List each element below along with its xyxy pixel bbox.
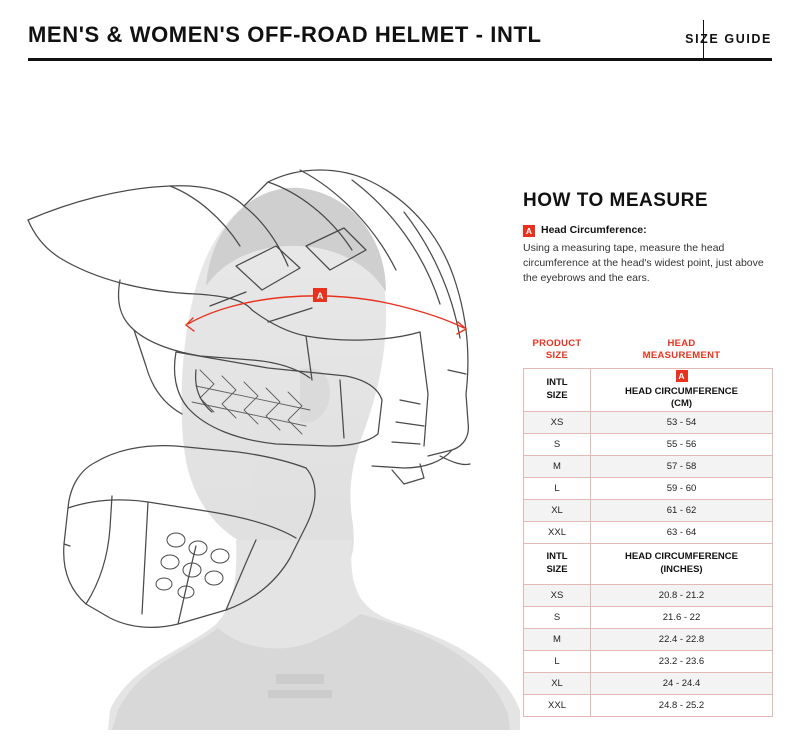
row-value: 61 - 62 xyxy=(591,500,773,522)
intl-size-line1-cm: INTL xyxy=(546,377,568,389)
row-size: L xyxy=(524,478,591,500)
row-size: XS xyxy=(524,585,591,607)
row-value: 20.8 - 21.2 xyxy=(591,585,773,607)
head-circumference-cm-header xyxy=(591,368,773,411)
helmet-illustration xyxy=(0,70,520,730)
intl-size-label-inches xyxy=(524,544,591,585)
row-size: XXL xyxy=(524,695,591,717)
table-top-header-row xyxy=(524,336,773,368)
intl-size-line2-inches: SIZE xyxy=(546,564,568,576)
table-row xyxy=(524,695,773,717)
intl-size-label-cm xyxy=(524,368,591,411)
how-to-measure-section xyxy=(523,190,773,287)
header-product-size-line1: PRODUCT xyxy=(532,338,582,349)
row-value: 21.6 - 22 xyxy=(591,607,773,629)
row-value: 53 - 54 xyxy=(591,412,773,434)
row-size: S xyxy=(524,434,591,456)
table-subheader-cm xyxy=(524,368,773,411)
head-circumference-cm-line1: HEAD CIRCUMFERENCE xyxy=(625,385,738,397)
page-title: MEN'S & WOMEN'S OFF-ROAD HELMET - INTL xyxy=(28,22,542,47)
table-row xyxy=(524,500,773,522)
intl-size-line1-inches: INTL xyxy=(546,551,568,563)
row-size: L xyxy=(524,651,591,673)
table-row xyxy=(524,585,773,607)
how-to-measure-label: Head Circumference: xyxy=(541,224,647,236)
table-row xyxy=(524,522,773,544)
row-value: 55 - 56 xyxy=(591,434,773,456)
header-product-size-line2: SIZE xyxy=(545,349,569,361)
header-product-size xyxy=(524,336,591,368)
table-row xyxy=(524,456,773,478)
row-size: XL xyxy=(524,673,591,695)
table-row xyxy=(524,478,773,500)
header-subtitle: SIZE GUIDE xyxy=(685,32,772,46)
intl-size-line2-cm: SIZE xyxy=(546,389,568,401)
size-table-wrapper xyxy=(523,336,773,717)
header-head-measurement xyxy=(591,336,773,368)
how-to-measure-heading: HOW TO MEASURE xyxy=(523,190,709,211)
row-value: 22.4 - 22.8 xyxy=(591,629,773,651)
table-row xyxy=(524,434,773,456)
head-circumference-cm-line2: (CM) xyxy=(670,398,693,410)
page-header xyxy=(0,0,800,62)
row-value: 24 - 24.4 xyxy=(591,673,773,695)
header-head-measurement-line2: MEASUREMENT xyxy=(642,349,721,361)
table-row xyxy=(524,673,773,695)
row-size: M xyxy=(524,456,591,478)
row-value: 23.2 - 23.6 xyxy=(591,651,773,673)
table-row xyxy=(524,629,773,651)
table-row xyxy=(524,607,773,629)
measurement-badge-a xyxy=(313,288,327,302)
table-row xyxy=(524,651,773,673)
how-to-measure-row xyxy=(523,224,773,237)
how-to-measure-text: Using a measuring tape, measure the head circumference at the head's widest point, just above the eyebrows and the ears. xyxy=(523,242,764,285)
row-value: 63 - 64 xyxy=(591,522,773,544)
head-circumference-inches-header xyxy=(591,544,773,585)
header-rule xyxy=(28,58,772,61)
table-row xyxy=(524,412,773,434)
row-size: XS xyxy=(524,412,591,434)
header-head-measurement-line1: HEAD xyxy=(667,338,696,349)
row-size: XXL xyxy=(524,522,591,544)
column-badge-a-icon: A xyxy=(676,370,688,382)
row-value: 57 - 58 xyxy=(591,456,773,478)
head-silhouette xyxy=(108,188,520,730)
svg-text:A: A xyxy=(316,291,324,302)
measurement-badge-icon: A xyxy=(523,225,535,237)
row-value: 59 - 60 xyxy=(591,478,773,500)
row-size: M xyxy=(524,629,591,651)
row-size: S xyxy=(524,607,591,629)
size-table xyxy=(523,336,773,717)
table-subheader-inches xyxy=(524,544,773,585)
head-circumference-inches-line2: (INCHES) xyxy=(660,564,703,576)
row-size: XL xyxy=(524,500,591,522)
head-circumference-inches-line1: HEAD CIRCUMFERENCE xyxy=(625,551,738,563)
row-value: 24.8 - 25.2 xyxy=(591,695,773,717)
